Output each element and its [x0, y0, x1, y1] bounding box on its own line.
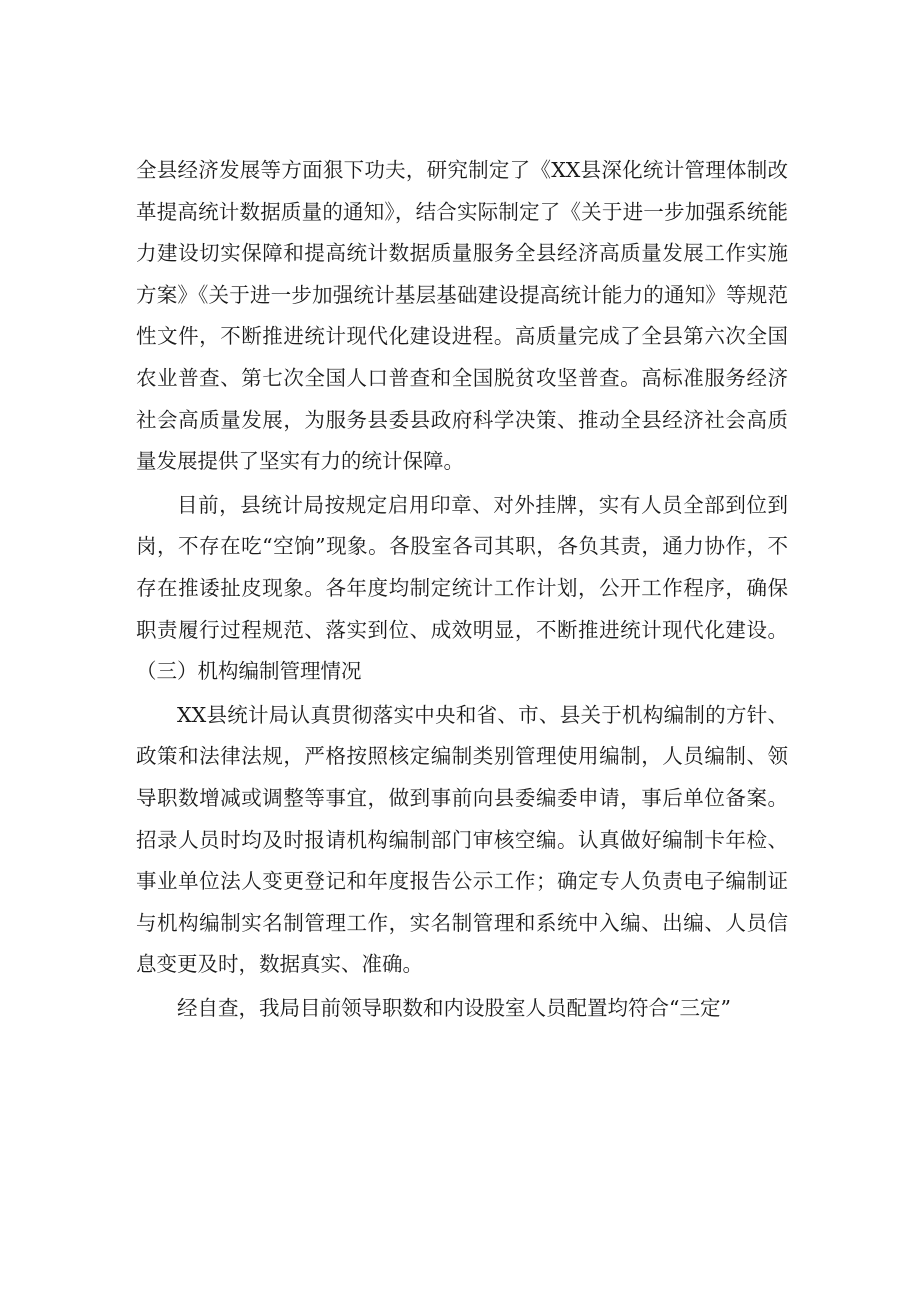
paragraph-2: 目前，县统计局按规定启用印章、对外挂牌，实有人员全部到位到岗，不存在吃“空饷”现象。各股室各司其职，各负其责，通力协作，不存在推诿扯皮现象。各年度均制定统计工作计划，公开工作程序，确保职责履行过程规范、落实到位、成效明显，不断推进统计现代化建设。（三）机构编制管理情况: [136, 492, 788, 684]
paragraph-3: XX县统计局认真贯彻落实中央和省、市、县关于机构编制的方针、政策和法律法规，严格按照核定编制类别管理使用编制，人员编制、领导职数增减或调整等事宜，做到事前向县委编委申请，事后单位备案。招录人员时均及时报请机构编制部门审核空编。认真做好编制卡年检、事业单位法人变更登记和年度报告公示工作；确定专人负责电子编制证与机构编制实名制管理工作，实名制管理和系统中入编、出编、人员信息变更及时，数据真实、准确。: [136, 702, 788, 977]
document-body: [136, 150, 788, 1031]
paragraph-4: 经自查，我局目前领导职数和内设股室人员配置均符合“三定”: [177, 995, 731, 1020]
paragraph-1: 全县经济发展等方面狠下功夫，研究制定了《XX县深化统计管理体制改革提高统计数据质量的通知》，结合实际制定了《关于进一步加强系统能力建设切实保障和提高统计数据质量服务全县经济高质量发展工作实施方案》《关于进一步加强统计基层基础建设提高统计能力的通知》等规范性文件，不断推进统计现代化建设进程。高质量完成了全县第六次全国农业普查、第七次全国人口普查和全国脱贫攻坚普查。高标准服务经济社会高质量发展，为服务县委县政府科学决策、推动全县经济社会高质量发展提供了坚实有力的统计保障。: [136, 158, 788, 474]
